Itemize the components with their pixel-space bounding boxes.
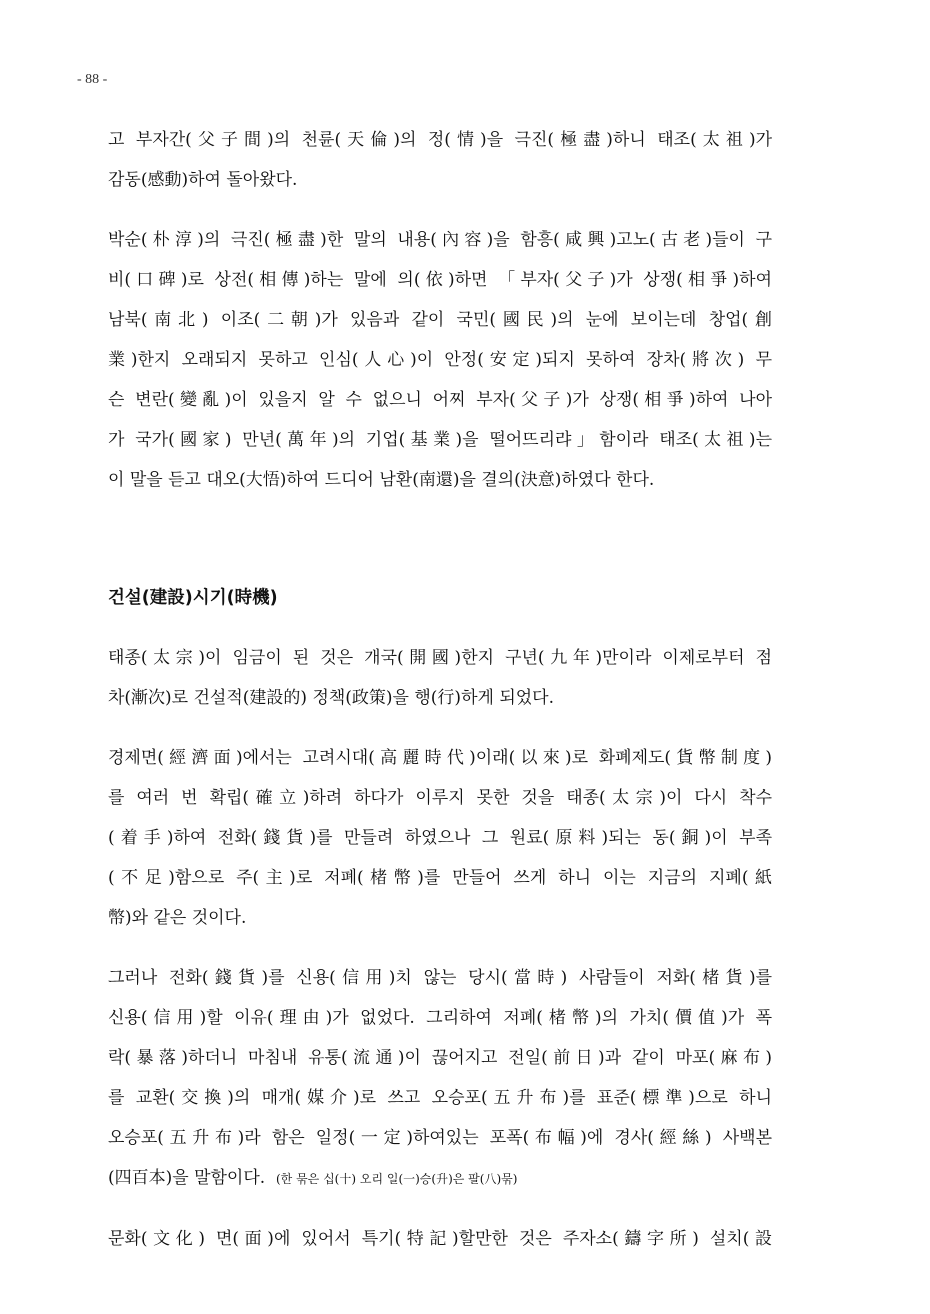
text-line: 가 국가(國家) 만년(萬年)의 기업(基業)을 떨어뜨리랴」함이라 태조(太祖)는 bbox=[108, 430, 772, 450]
text-line: 경제면(經濟面)에서는 고려시대(高麗時代)이래(以來)로 화폐제도(貨幣制度) bbox=[108, 748, 772, 768]
text-line: (着手)하여 전화(錢貨)를 만들려 하였으나 그 원료(原料)되는 동(銅)이 부족 bbox=[108, 828, 772, 848]
text-line: 차(漸次)로 건설적(建設的) 정책(政策)을 행(行)하게 되었다. bbox=[108, 688, 554, 708]
text-line: 幣)와 같은 것이다. bbox=[108, 908, 247, 928]
text-line: 를 교환(交換)의 매개(媒介)로 쓰고 오승포(五升布)를 표준(標準)으로 하니 bbox=[108, 1088, 772, 1108]
text-line: 오승포(五升布)라 함은 일정(一定)하여있는 포폭(布幅)에 경사(經絲) 사백본 bbox=[108, 1128, 772, 1148]
document-body bbox=[108, 120, 772, 1279]
text-line: 슨 변란(變亂)이 있을지 알 수 없으니 어찌 부자(父子)가 상쟁(相爭)하여 나아 bbox=[108, 390, 772, 410]
page-number: - 88 - bbox=[77, 72, 108, 87]
text-line: 그러나 전화(錢貨)를 신용(信用)치 않는 당시(當時) 사람들이 저화(楮貨)를 bbox=[108, 968, 772, 988]
text-line: 고 부자간(父子間)의 천륜(天倫)의 정(情)을 극진(極盡)하니 태조(太祖)가 bbox=[108, 130, 772, 150]
text-line: 태종(太宗)이 임금이 된 것은 개국(開國)한지 구년(九年)만이라 이제로부터 점 bbox=[108, 648, 772, 668]
text-line: 남북(南北) 이조(二朝)가 있음과 같이 국민(國民)의 눈에 보이는데 창업(創 bbox=[108, 310, 772, 330]
paragraph bbox=[108, 638, 772, 718]
paragraph bbox=[108, 738, 772, 938]
text-line: 를 여러 번 확립(確立)하려 하다가 이루지 못한 것을 태종(太宗)이 다시 착수 bbox=[108, 788, 772, 808]
paragraph bbox=[108, 958, 772, 1199]
text-line: 신용(信用)할 이유(理由)가 없었다. 그리하여 저폐(楮幣)의 가치(價值)가 폭 bbox=[108, 1008, 772, 1028]
text-line: (不足)함으로 주(主)로 저폐(楮幣)를 만들어 쓰게 하니 이는 지금의 지폐(紙 bbox=[108, 868, 772, 888]
text-line: 박순(朴淳)의 극진(極盡)한 말의 내용(內容)을 함흥(咸興)고노(古老)들이 구 bbox=[108, 230, 772, 250]
text-line: 락(暴落)하더니 마침내 유통(流通)이 끊어지고 전일(前日)과 같이 마포(麻布) bbox=[108, 1048, 772, 1068]
footnote-text: (한 묶은 십(十) 오리 일(一)승(升)은 팔(八)묶) bbox=[276, 1172, 518, 1186]
text-fragment: (四百本)을 말함이다. bbox=[108, 1168, 266, 1188]
text-line: 문화(文化) 면(面)에 있어서 특기(特記)할만한 것은 주자소(鑄字所) 설치(設 bbox=[108, 1229, 772, 1249]
paragraph bbox=[108, 1219, 772, 1259]
section-heading: 건설(建設)시기(時機) bbox=[108, 588, 278, 608]
text-line: 감동(感動)하여 돌아왔다. bbox=[108, 170, 298, 190]
paragraph bbox=[108, 120, 772, 200]
text-line: 이 말을 듣고 대오(大悟)하여 드디어 남환(南還)을 결의(決意)하였다 한다. bbox=[108, 470, 655, 490]
paragraph bbox=[108, 220, 772, 500]
text-line: 비(口碑)로 상전(相傳)하는 말에 의(依)하면 「부자(父子)가 상쟁(相爭)하여 bbox=[108, 270, 772, 290]
text-line: 業)한지 오래되지 못하고 인심(人心)이 안정(安定)되지 못하여 장차(將次) 무 bbox=[108, 350, 772, 370]
text-line bbox=[108, 1158, 772, 1199]
